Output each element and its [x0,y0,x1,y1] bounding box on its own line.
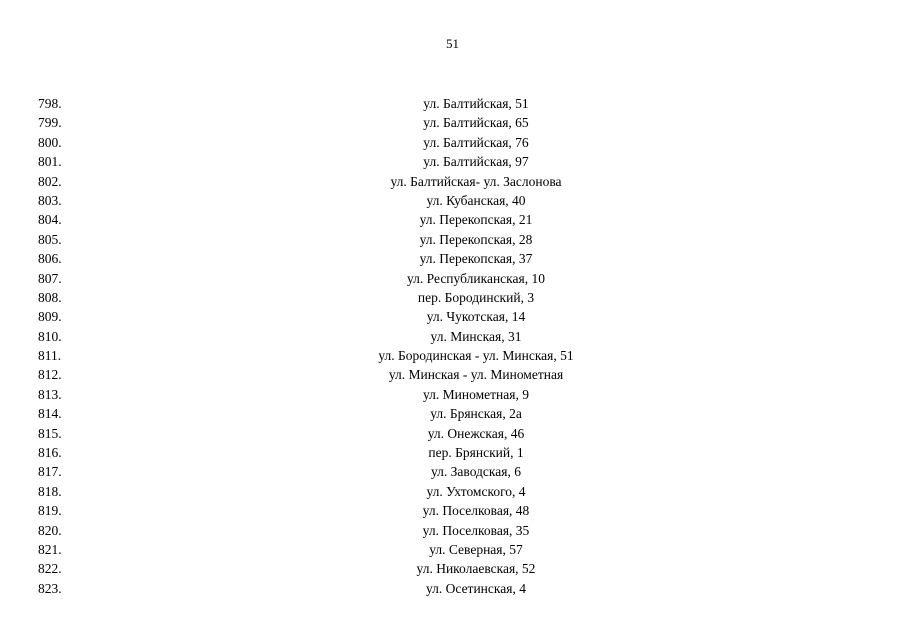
item-number: 804. [38,212,62,228]
list-item [0,443,905,462]
list-item [0,288,905,307]
item-number: 808. [38,289,62,305]
item-address: ул. Чукотская, 14 [426,309,526,325]
item-address: ул. Поселковая, 35 [422,522,530,538]
item-number: 806. [38,251,62,267]
list-item [0,365,905,384]
list-item [0,540,905,559]
address-list [0,94,905,598]
list-item [0,269,905,288]
item-address: ул. Минская, 31 [430,328,522,344]
item-address: ул. Бородинская - ул. Минская, 51 [378,348,574,364]
list-item [0,94,905,113]
item-number: 799. [38,115,62,131]
list-item [0,559,905,578]
item-number: 820. [38,522,62,538]
item-number: 803. [38,192,62,208]
item-number: 818. [38,483,62,499]
list-item [0,172,905,191]
list-item [0,346,905,365]
list-item [0,152,905,171]
page-number: 51 [446,36,459,51]
list-item [0,210,905,229]
item-number: 800. [38,134,62,150]
item-number: 809. [38,309,62,325]
list-item [0,307,905,326]
list-item [0,462,905,481]
item-address: ул. Онежская, 46 [427,425,525,441]
item-number: 815. [38,425,62,441]
item-address: ул. Северная, 57 [429,541,523,557]
list-item [0,113,905,132]
item-number: 798. [38,96,62,111]
item-number: 819. [38,503,62,519]
item-address: ул. Кубанская, 40 [426,192,526,208]
item-address: ул. Перекопская, 21 [419,212,533,228]
item-number: 810. [38,328,62,344]
list-item [0,327,905,346]
list-item [0,404,905,423]
list-item [0,133,905,152]
item-address: ул. Балтийская, 76 [423,134,529,150]
item-number: 821. [38,541,62,557]
item-address: ул. Минометная, 9 [423,386,529,402]
list-item [0,579,905,598]
list-item [0,482,905,501]
item-number: 807. [38,270,62,286]
item-number: 811. [38,348,62,364]
item-number: 822. [38,561,62,577]
item-address: пер. Бородинский, 3 [417,289,535,305]
item-address: ул. Балтийская, 97 [423,154,529,170]
item-number: 823. [38,580,62,596]
item-address: ул. Балтийская, 65 [423,115,529,131]
item-address: ул. Николаевская, 52 [416,561,536,577]
list-item [0,249,905,268]
list-item [0,230,905,249]
item-number: 814. [38,406,62,422]
item-address: ул. Балтийская, 51 [423,96,529,111]
item-address: ул. Брянская, 2а [430,406,522,422]
list-item [0,191,905,210]
item-number: 805. [38,231,62,247]
list-item [0,424,905,443]
item-address: пер. Брянский, 1 [428,445,524,461]
list-item [0,501,905,520]
item-address: ул. Осетинская, 4 [426,580,526,596]
item-number: 801. [38,154,62,170]
item-number: 816. [38,445,62,461]
item-address: ул. Перекопская, 28 [419,231,533,247]
item-number: 813. [38,386,62,402]
item-number: 817. [38,464,62,480]
item-address: ул. Минская - ул. Минометная [388,367,564,383]
item-address: ул. Перекопская, 37 [419,251,533,267]
item-address: ул. Ухтомского, 4 [426,483,526,499]
item-number: 802. [38,173,62,189]
item-address: ул. Заводская, 6 [431,464,521,480]
list-item [0,385,905,404]
item-number: 812. [38,367,62,383]
item-address: ул. Поселковая, 48 [422,503,530,519]
item-address: ул. Республиканская, 10 [407,270,545,286]
item-address: ул. Балтийская- ул. Заслонова [390,173,562,189]
list-item [0,521,905,540]
